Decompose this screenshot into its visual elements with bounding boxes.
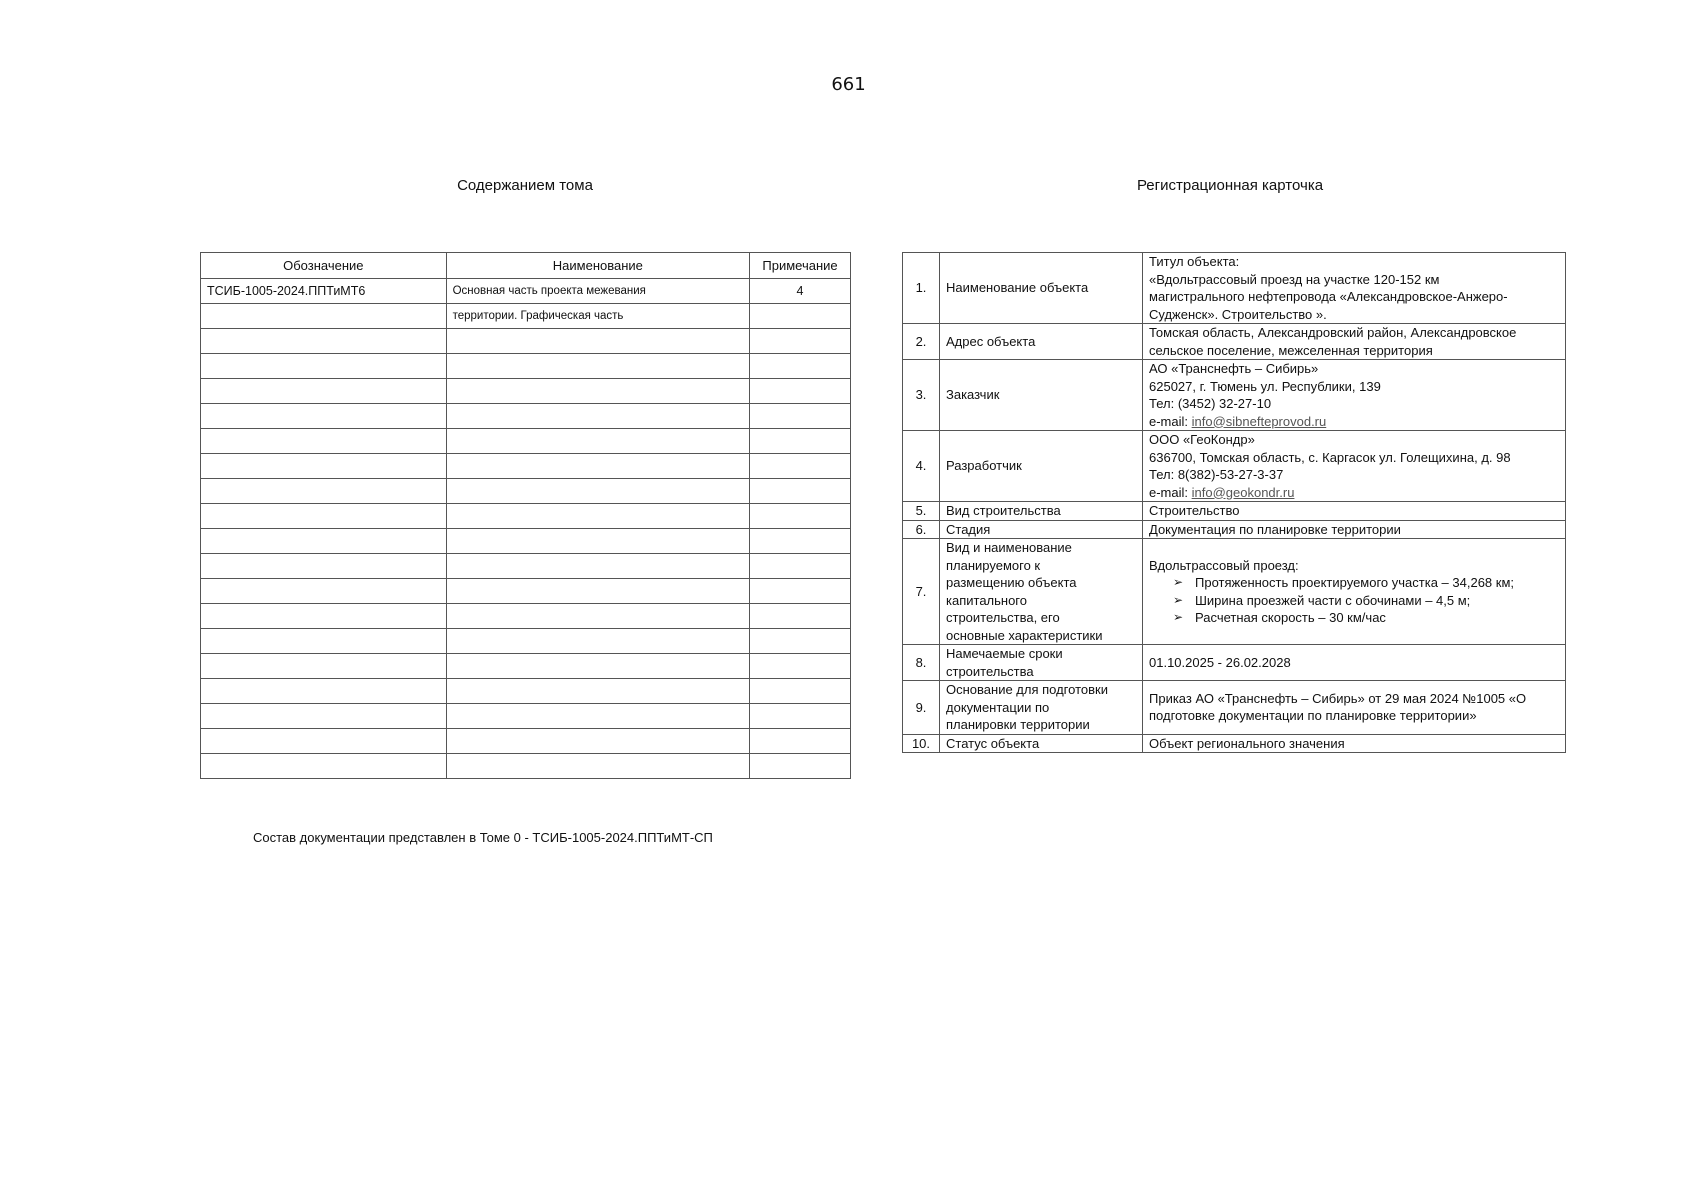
registration-row [903,539,1566,645]
note-cell [750,629,851,654]
table-row [201,629,851,654]
row-number: 5. [903,502,940,521]
field-label-line: строительства [946,663,1034,679]
field-label: Наименование объекта [940,253,1143,324]
field-value-line: магистрального нефтепровода «Александровское-Анжеро- [1149,289,1508,304]
field-label-line: планировки территории [946,717,1090,732]
name-cell: Основная часть проекта межевания [446,279,749,304]
field-value [1143,734,1566,753]
name-cell [446,729,749,754]
registration-row [903,324,1566,360]
registration-row [903,431,1566,502]
field-label: Адрес объекта [940,324,1143,360]
designation-cell [201,629,447,654]
note-cell [750,704,851,729]
designation-cell [201,304,447,329]
note-cell: 4 [750,279,851,304]
field-value-intro: Вдольтрассовый проезд: [1149,557,1299,573]
registration-row [903,645,1566,681]
name-cell [446,654,749,679]
email-link[interactable]: info@geokondr.ru [1191,484,1295,500]
contents-table [200,252,851,779]
field-value [1143,324,1566,360]
field-value [1143,520,1566,539]
note-cell [750,354,851,379]
email-prefix: e-mail: [1149,413,1192,429]
table-row [201,354,851,379]
row-number: 9. [903,681,940,735]
field-value-line: сельское поселение, межселенная территория [1149,342,1433,358]
designation-cell [201,729,447,754]
name-cell [446,704,749,729]
note-cell [750,604,851,629]
column-header-note: Примечание [750,253,851,279]
note-cell [750,404,851,429]
row-number: 8. [903,645,940,681]
table-row [201,579,851,604]
name-cell [446,529,749,554]
designation-cell [201,404,447,429]
characteristics-list [1149,574,1561,627]
field-value-line: Титул объекта: [1149,254,1240,269]
note-cell [750,554,851,579]
characteristic-item: ➢ Расчетная скорость – 30 км/час [1173,609,1561,627]
field-label-line: планируемого к [946,557,1041,573]
contents-header-row [201,253,851,279]
row-number: 6. [903,520,940,539]
contents-table-body [201,279,851,779]
table-row [201,554,851,579]
field-value-line: подготовке документации по планировке территории» [1149,708,1477,724]
field-value [1143,253,1566,324]
name-cell [446,329,749,354]
note-cell [750,304,851,329]
table-row [201,729,851,754]
registration-row [903,360,1566,431]
table-row [201,754,851,779]
field-value [1143,431,1566,502]
table-row [201,429,851,454]
documentation-footnote: Состав документации представлен в Томе 0 - ТСИБ-1005-2024.ППТиМТ-СП [253,830,713,845]
table-row [201,604,851,629]
registration-row [903,520,1566,539]
table-row [201,529,851,554]
designation-cell [201,579,447,604]
name-cell [446,679,749,704]
name-cell [446,479,749,504]
name-cell [446,754,749,779]
note-cell [750,429,851,454]
table-row [201,454,851,479]
name-cell [446,554,749,579]
row-number: 4. [903,431,940,502]
characteristic-item: ➢ Протяженность проектируемого участка – 34,268 км; [1173,574,1561,592]
note-cell [750,654,851,679]
field-label: Заказчик [940,360,1143,431]
field-value [1143,502,1566,521]
row-number: 3. [903,360,940,431]
field-value [1143,645,1566,681]
registration-row [903,734,1566,753]
characteristic-item: ➢ Ширина проезжей части с обочинами – 4,5 м; [1173,592,1561,610]
designation-cell [201,504,447,529]
field-value-line: АО «Транснефть – Сибирь» [1149,361,1319,376]
name-cell [446,454,749,479]
table-row [201,379,851,404]
designation-cell [201,429,447,454]
name-cell [446,504,749,529]
field-label: Вид строительства [940,502,1143,521]
name-cell [446,379,749,404]
row-number: 1. [903,253,940,324]
registration-heading: Регистрационная карточка [1136,177,1324,194]
designation-cell [201,479,447,504]
table-row [201,279,851,304]
column-header-designation: Обозначение [201,253,447,279]
field-label: Стадия [940,520,1143,539]
field-label-line: документации по [946,699,1050,715]
registration-table-body [903,253,1566,753]
column-header-name: Наименование [446,253,749,279]
note-cell [750,754,851,779]
field-value [1143,681,1566,735]
name-cell [446,579,749,604]
designation-cell [201,754,447,779]
field-value-line: Томская область, Александровский район, Александровское [1149,325,1517,340]
field-value-line: Объект регионального значения [1149,735,1345,751]
note-cell [750,454,851,479]
field-value-line: 636700, Томская область, с. Каргасок ул. Голещихина, д. 98 [1149,449,1511,465]
note-cell [750,504,851,529]
field-value-line: «Вдольтрассовый проезд на участке 120-152 км [1149,271,1440,287]
table-row [201,504,851,529]
designation-cell [201,704,447,729]
field-label-line: Основание для подготовки [946,682,1108,697]
note-cell [750,479,851,504]
field-label [940,681,1143,735]
field-label-line: строительства, его [946,610,1060,625]
note-cell [750,329,851,354]
field-value-line: 01.10.2025 - 26.02.2028 [1149,654,1291,670]
note-cell [750,379,851,404]
field-label: Разработчик [940,431,1143,502]
registration-table [902,252,1566,753]
name-cell [446,429,749,454]
email-prefix: e-mail: [1149,484,1192,500]
name-cell [446,404,749,429]
field-label-line: основные характеристики [946,627,1103,643]
designation-cell [201,329,447,354]
registration-row [903,681,1566,735]
designation-cell [201,679,447,704]
field-value [1143,360,1566,431]
field-label-line: Намечаемые сроки [946,646,1063,661]
table-row [201,304,851,329]
page-number: 661 [831,74,866,95]
designation-cell [201,654,447,679]
note-cell [750,679,851,704]
registration-row [903,253,1566,324]
field-value [1143,539,1566,645]
row-number: 10. [903,734,940,753]
field-label: Статус объекта [940,734,1143,753]
name-cell: территории. Графическая часть [446,304,749,329]
table-row [201,704,851,729]
table-row [201,654,851,679]
email-line [1149,484,1561,502]
designation-cell: ТСИБ-1005-2024.ППТиМТ6 [201,279,447,304]
field-value-line: Строительство [1149,503,1240,518]
field-label [940,539,1143,645]
field-label-line: капитального [946,592,1027,608]
field-label-line: Вид и наименование [946,540,1072,555]
designation-cell [201,554,447,579]
field-value-line: 625027, г. Тюмень ул. Республики, 139 [1149,378,1381,394]
table-row [201,679,851,704]
email-line [1149,413,1561,431]
field-label-line: размещению объекта [946,575,1077,590]
name-cell [446,604,749,629]
designation-cell [201,604,447,629]
table-row [201,479,851,504]
designation-cell [201,354,447,379]
email-link[interactable]: info@sibnefteprovod.ru [1191,413,1327,429]
designation-cell [201,379,447,404]
field-value-line: Документация по планировке территории [1149,521,1401,537]
field-label [940,645,1143,681]
registration-row [903,502,1566,521]
note-cell [750,529,851,554]
contents-heading: Содержанием тома [457,177,593,194]
table-row [201,404,851,429]
field-value-line: Судженск». Строительство ». [1149,306,1327,322]
note-cell [750,579,851,604]
note-cell [750,729,851,754]
name-cell [446,354,749,379]
row-number: 2. [903,324,940,360]
field-value-line: Тел: 8(382)-53-27-3-37 [1149,467,1284,482]
designation-cell [201,529,447,554]
table-row [201,329,851,354]
field-value-line: Тел: (3452) 32-27-10 [1149,396,1272,411]
designation-cell [201,454,447,479]
name-cell [446,629,749,654]
row-number: 7. [903,539,940,645]
field-value-line: Приказ АО «Транснефть – Сибирь» от 29 мая 2024 №1005 «О [1149,690,1527,706]
field-value-line: ООО «ГеоКондр» [1149,432,1255,447]
